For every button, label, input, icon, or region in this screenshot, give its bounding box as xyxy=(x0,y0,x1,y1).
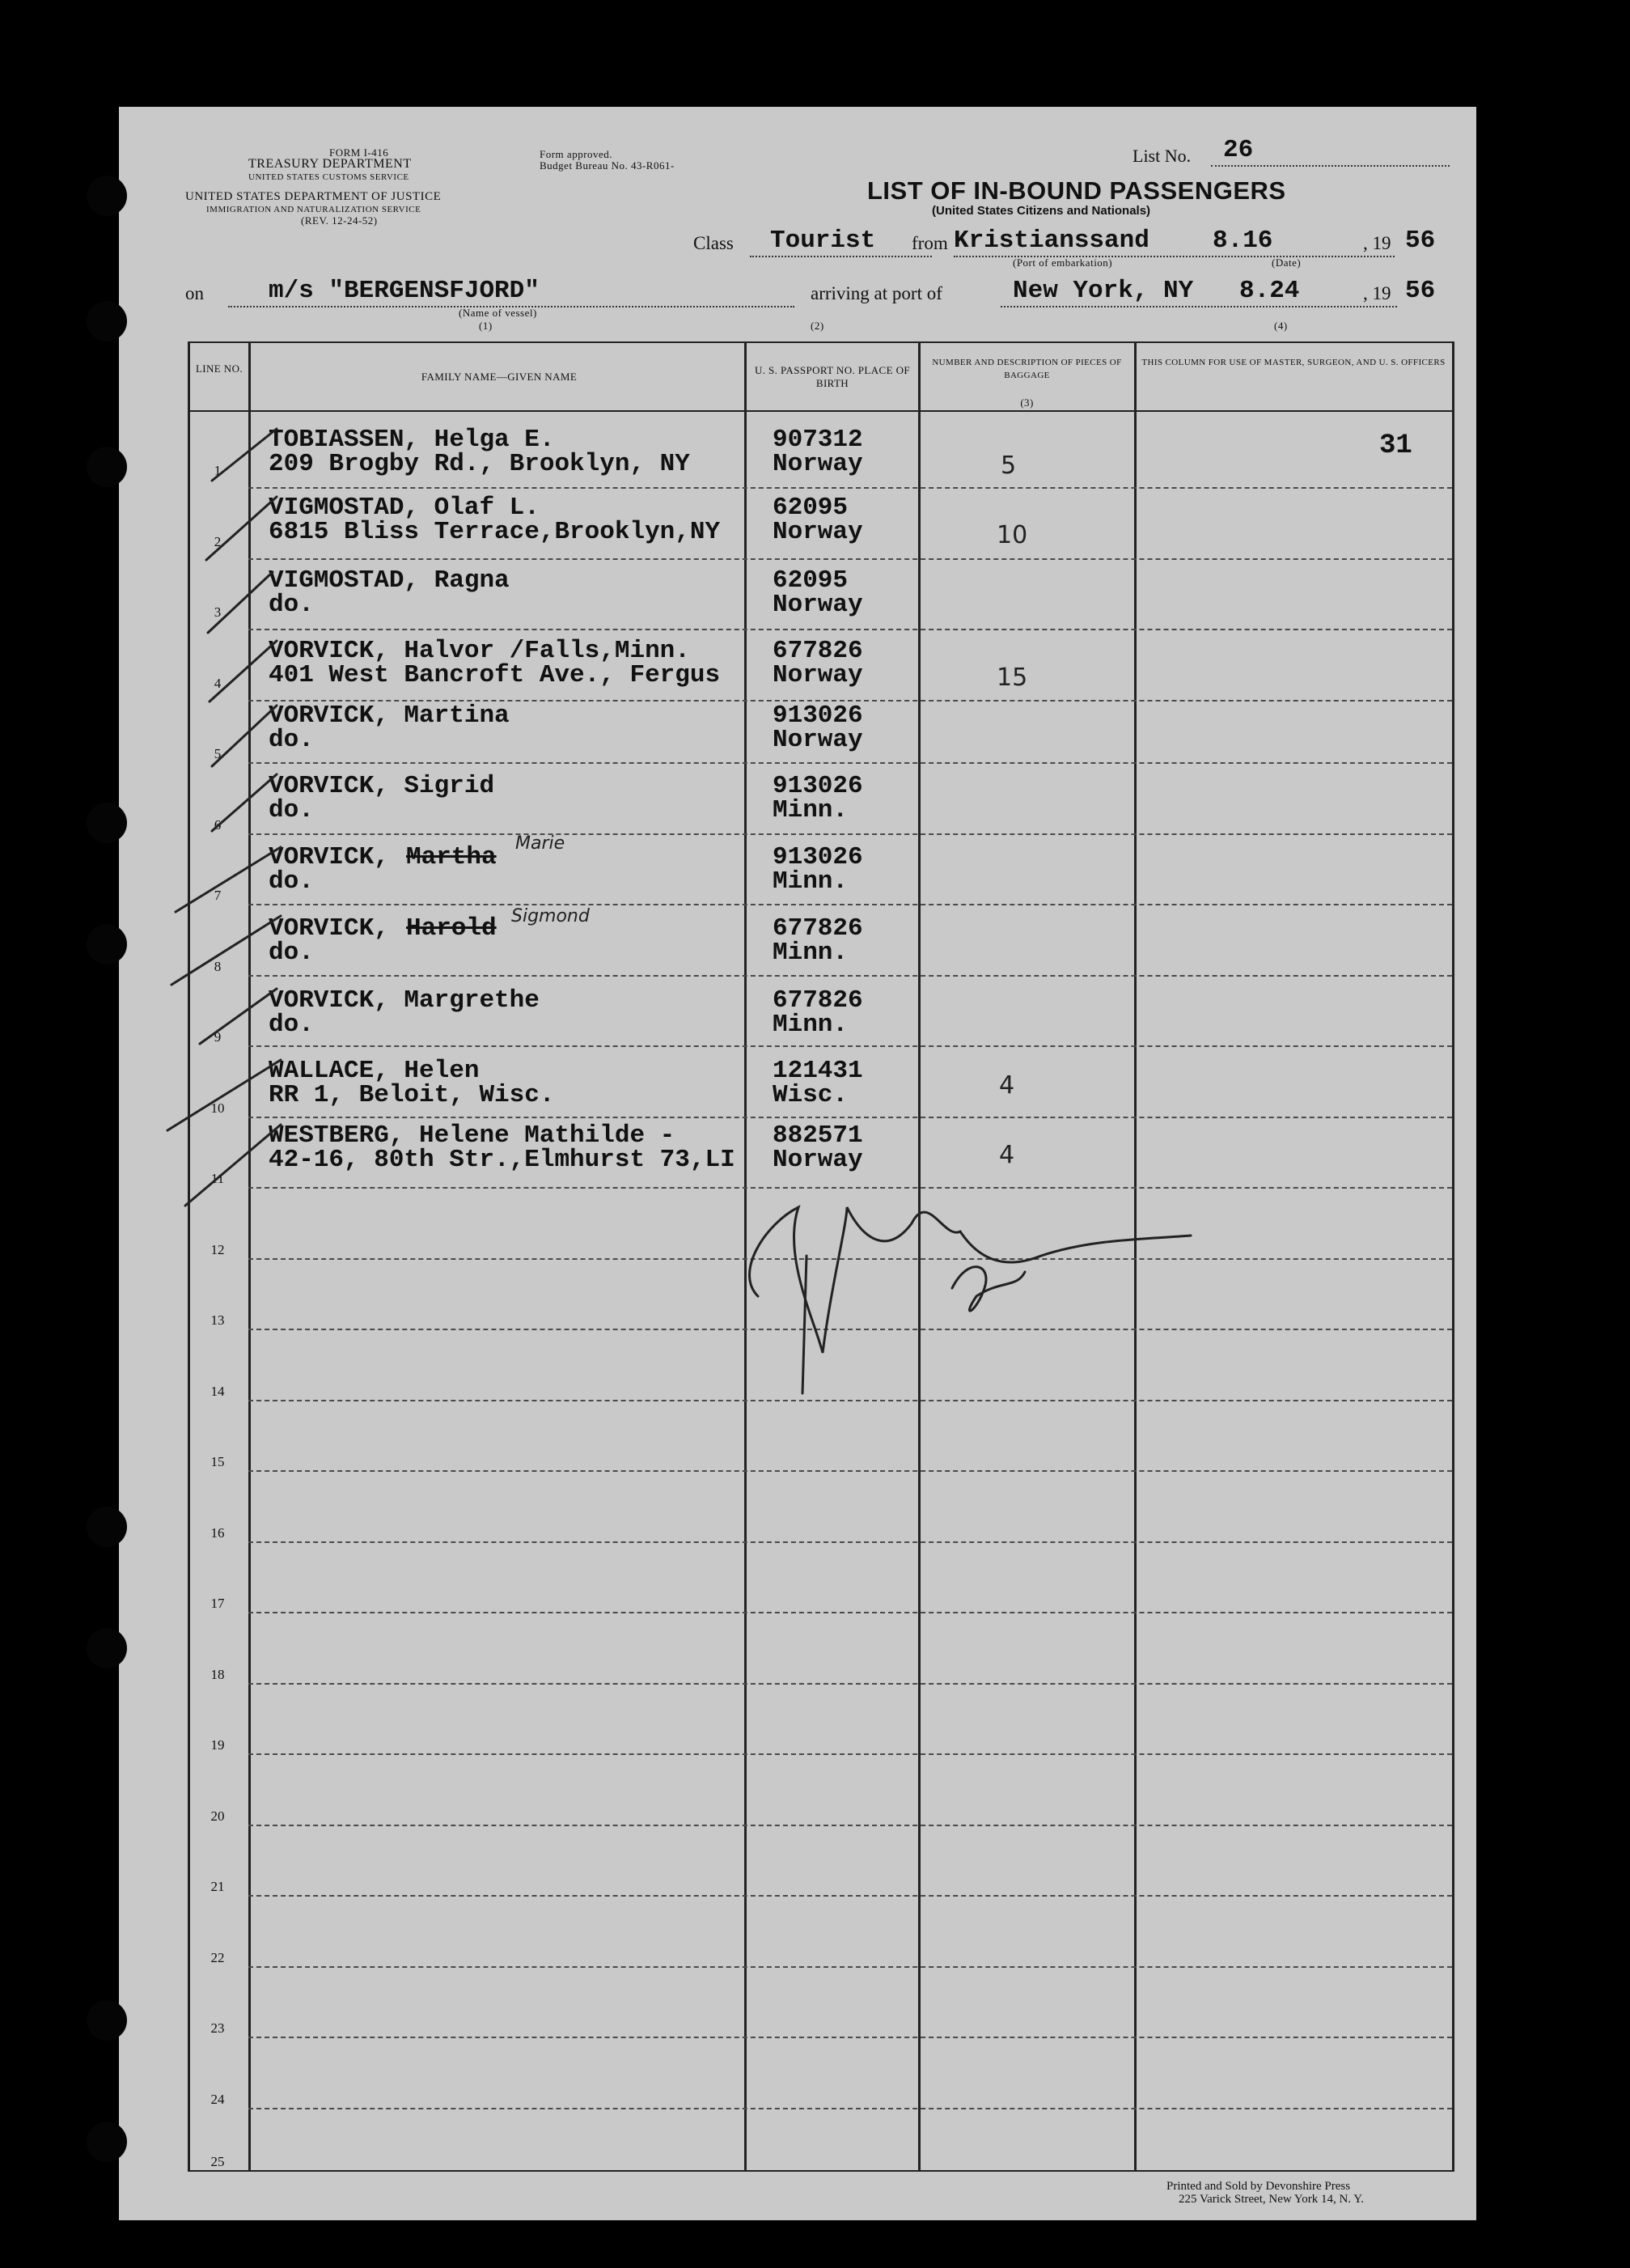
place-of-birth: Norway xyxy=(773,1146,863,1174)
punch-hole xyxy=(87,2122,127,2162)
line-number: 2 xyxy=(214,534,222,549)
baggage-count: 10 xyxy=(997,521,1028,549)
passport-no: 882571 xyxy=(773,1121,863,1150)
ins-service: IMMIGRATION AND NATURALIZATION SERVICE xyxy=(206,205,421,214)
col-baggage: NUMBER AND DESCRIPTION OF PIECES OF BAGGAGE xyxy=(932,358,1122,380)
check-mark xyxy=(167,1060,281,1130)
line-number: 20 xyxy=(210,1808,225,1824)
passport-no: 913026 xyxy=(773,843,863,871)
punch-hole xyxy=(87,1628,127,1668)
passenger-address: 209 Brogby Rd., Brooklyn, NY xyxy=(269,450,690,478)
form-approved: Form approved. xyxy=(540,148,613,160)
passenger-name: VORVICK, xyxy=(269,914,389,943)
passport-no: 677826 xyxy=(773,914,863,943)
place-of-birth: Norway xyxy=(773,591,863,619)
form-number: FORM I-416 xyxy=(329,146,389,159)
passenger-name: VORVICK, Halvor /Falls,Minn. xyxy=(269,637,690,665)
place-of-birth: Minn. xyxy=(773,796,849,825)
handwritten-marks xyxy=(119,107,1476,1401)
arrival-date: 8.24 xyxy=(1239,277,1300,305)
passenger-address: do. xyxy=(269,796,314,825)
struck-given-name: Harold xyxy=(406,914,497,943)
passenger-address: 401 West Bancroft Ave., Fergus xyxy=(269,661,721,689)
baggage-count: 5 xyxy=(1001,451,1017,480)
line-number: 17 xyxy=(210,1596,225,1611)
check-mark xyxy=(212,429,277,481)
line-number: 3 xyxy=(214,604,222,620)
passport-no: 62095 xyxy=(773,494,849,522)
printer-line-1: Printed and Sold by Devonshire Press xyxy=(1166,2180,1351,2193)
passenger-name: WALLACE, Helen xyxy=(269,1057,480,1085)
budget-bureau: Budget Bureau No. 43-R061- xyxy=(540,159,675,172)
printer-line-2: 225 Varick Street, New York 14, N. Y. xyxy=(1179,2193,1364,2206)
baggage-count: 4 xyxy=(999,1071,1015,1100)
check-mark xyxy=(185,1125,281,1206)
passenger-name: VORVICK, Sigrid xyxy=(269,772,495,800)
baggage-count: 4 xyxy=(999,1141,1015,1169)
passport-no: 62095 xyxy=(773,566,849,595)
caption-2: (2) xyxy=(811,320,824,332)
form-title: LIST OF IN-BOUND PASSENGERS xyxy=(867,176,1286,205)
year-prefix-2: , 19 xyxy=(1363,283,1391,303)
handwritten-correction: Sigmond xyxy=(511,906,590,926)
embark-date: 8.16 xyxy=(1213,227,1273,255)
line-number: 24 xyxy=(210,2092,225,2107)
line-number: 14 xyxy=(210,1384,225,1399)
class-value: Tourist xyxy=(770,227,876,255)
line-number: 16 xyxy=(210,1525,225,1541)
baggage-count: 15 xyxy=(997,663,1028,692)
line-number: 9 xyxy=(214,1029,222,1045)
line-number: 8 xyxy=(214,959,222,974)
from-label: from xyxy=(912,233,948,253)
passenger-address: RR 1, Beloit, Wisc. xyxy=(269,1081,555,1109)
line-number: 11 xyxy=(210,1171,225,1186)
check-mark xyxy=(171,916,281,985)
line-number: 15 xyxy=(210,1454,225,1469)
col-baggage-number: (3) xyxy=(1020,396,1034,409)
place-of-birth: Minn. xyxy=(773,867,849,896)
place-of-birth: Norway xyxy=(773,661,863,689)
col-passport: U. S. PASSPORT NO. PLACE OF BIRTH xyxy=(754,364,911,389)
passport-no: 913026 xyxy=(773,772,863,800)
passport-no: 913026 xyxy=(773,702,863,730)
place-of-birth: Minn. xyxy=(773,939,849,967)
place-of-birth: Norway xyxy=(773,450,863,478)
passenger-name: VIGMOSTAD, Ragna xyxy=(269,566,510,595)
document-page xyxy=(119,107,1476,2220)
passenger-address: 6815 Bliss Terrace,Brooklyn,NY xyxy=(269,518,721,546)
place-of-birth: Norway xyxy=(773,518,863,546)
line-number: 12 xyxy=(210,1242,225,1257)
passenger-name: VORVICK, Martina xyxy=(269,702,510,730)
line-number: 19 xyxy=(210,1737,225,1753)
passport-no: 677826 xyxy=(773,637,863,665)
line-number: 4 xyxy=(214,676,222,691)
handwritten-correction: Marie xyxy=(515,833,565,854)
passenger-address: do. xyxy=(269,726,314,754)
officer-column-number: 31 xyxy=(1379,430,1412,461)
passenger-address: do. xyxy=(269,591,314,619)
caption-1: (1) xyxy=(479,320,493,332)
line-number: 10 xyxy=(210,1100,225,1116)
line-number: 6 xyxy=(214,817,222,833)
check-mark xyxy=(208,572,273,633)
punch-hole xyxy=(87,2000,127,2041)
line-number: 18 xyxy=(210,1667,225,1682)
list-no-value: 26 xyxy=(1223,136,1254,164)
check-mark xyxy=(176,847,281,912)
arriving-label: arriving at port of xyxy=(811,283,942,303)
arrival-port: New York, NY xyxy=(1013,277,1194,305)
list-no-label: List No. xyxy=(1133,146,1192,166)
passenger-name: VIGMOSTAD, Olaf L. xyxy=(269,494,540,522)
line-number: 23 xyxy=(210,2020,225,2036)
line-number: 1 xyxy=(214,463,222,478)
passport-no: 677826 xyxy=(773,986,863,1015)
check-mark xyxy=(212,706,277,766)
punch-hole xyxy=(87,1507,127,1547)
struck-given-name: Martha xyxy=(406,843,497,871)
justice-dept: UNITED STATES DEPARTMENT OF JUSTICE xyxy=(185,190,442,203)
passenger-address: 42-16, 80th Str.,Elmhurst 73,LI xyxy=(269,1146,735,1174)
line-number: 21 xyxy=(210,1879,225,1894)
place-of-birth: Wisc. xyxy=(773,1081,849,1109)
passenger-name: WESTBERG, Helene Mathilde - xyxy=(269,1121,675,1150)
class-label: Class xyxy=(693,233,734,253)
inspector-signature xyxy=(750,1207,1191,1353)
place-of-birth: Norway xyxy=(773,726,863,754)
col-line-no: LINE NO. xyxy=(195,362,243,375)
line-number: 7 xyxy=(214,888,222,903)
check-mark xyxy=(206,497,277,560)
form-subtitle: (United States Citizens and Nationals) xyxy=(932,204,1151,218)
passenger-name: VORVICK, Margrethe xyxy=(269,986,540,1015)
port-of-embarkation: Kristianssand xyxy=(954,227,1149,255)
vessel-name: m/s "BERGENSFJORD" xyxy=(269,277,540,305)
vessel-caption: (Name of vessel) xyxy=(459,307,537,319)
passport-no: 907312 xyxy=(773,426,863,454)
signature-stroke xyxy=(802,1256,807,1393)
date-caption: (Date) xyxy=(1272,256,1302,269)
passenger-address: do. xyxy=(269,939,314,967)
passenger-address: do. xyxy=(269,867,314,896)
passport-no: 121431 xyxy=(773,1057,863,1085)
customs-service: UNITED STATES CUSTOMS SERVICE xyxy=(248,172,409,182)
embark-caption: (Port of embarkation) xyxy=(1013,256,1113,269)
check-mark xyxy=(210,641,277,702)
col-family-name: FAMILY NAME—GIVEN NAME xyxy=(421,371,578,383)
check-mark xyxy=(200,989,277,1044)
on-label: on xyxy=(185,283,204,303)
passenger-name: VORVICK, xyxy=(269,843,389,871)
year-prefix: , 19 xyxy=(1363,233,1391,253)
passenger-name: TOBIASSEN, Helga E. xyxy=(269,426,555,454)
passenger-address: do. xyxy=(269,1011,314,1039)
inspector-initials xyxy=(952,1267,1025,1311)
line-number: 5 xyxy=(214,746,222,761)
check-mark xyxy=(212,774,277,831)
caption-4: (4) xyxy=(1274,320,1288,332)
treasury-dept: TREASURY DEPARTMENT xyxy=(248,157,412,171)
line-number: 13 xyxy=(210,1312,225,1328)
line-number: 25 xyxy=(210,2154,225,2169)
embark-year: 56 xyxy=(1405,227,1436,255)
line-number: 22 xyxy=(210,1950,225,1965)
arrival-year: 56 xyxy=(1405,277,1436,305)
col-officers: THIS COLUMN FOR USE OF MASTER, SURGEON, AND U. S. OFFICERS xyxy=(1141,358,1446,367)
revision: (REV. 12-24-52) xyxy=(301,214,378,227)
place-of-birth: Minn. xyxy=(773,1011,849,1039)
